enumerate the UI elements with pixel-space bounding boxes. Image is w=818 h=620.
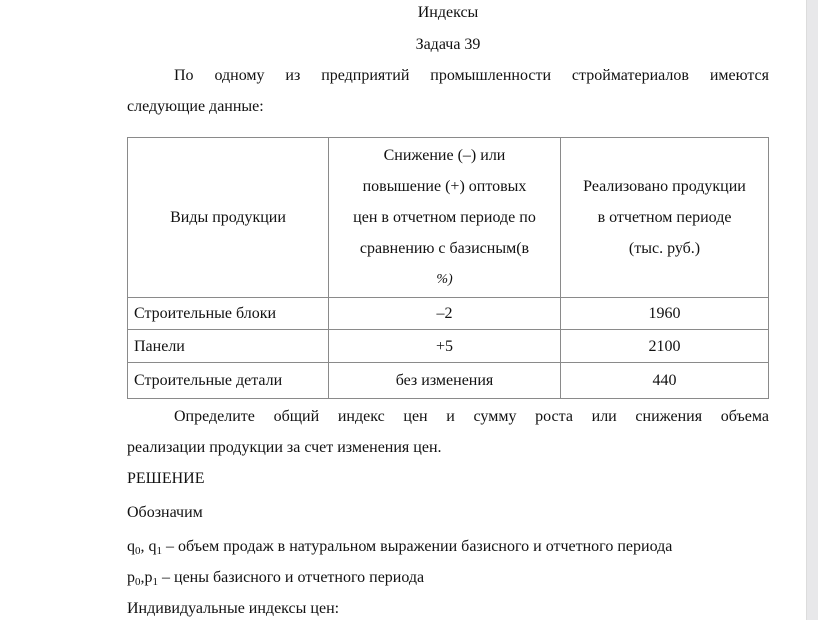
cell-price-change: +5 [329,330,561,363]
scrollbar-track[interactable] [806,0,818,620]
header-line: Реализовано продукции [583,178,746,195]
denote-label: Обозначим [127,504,203,521]
subscript: 0 [135,576,141,588]
cell-product: Строительные блоки [128,298,329,330]
definition-text: – объем продаж в натуральном выражении базисного и отчетного периода [162,538,673,555]
header-line: Снижение (–) или [383,147,506,164]
cell-price-change: –2 [329,298,561,330]
cell-product: Строительные детали [128,363,329,399]
subscript: 1 [152,576,158,588]
solution-heading: РЕШЕНИЕ [127,470,205,487]
var: , q [140,538,157,555]
task-number: Задача 39 [415,36,481,53]
subscript: 0 [135,545,141,557]
header-line: цен в отчетном периоде по [353,209,536,226]
header-line: сравнению с базисным(в [359,240,530,257]
var: p [127,569,135,586]
question-line-1: Определите общий индекс цен и сумму роста или снижения объема [174,408,769,425]
var: q [127,538,135,555]
intro-line-2: следующие данные: [127,98,264,115]
table-row [128,298,769,330]
table-row [128,330,769,363]
cell-product: Панели [128,330,329,363]
question-line-2: реализации продукции за счет изменения цен. [127,439,442,456]
data-table [127,137,769,399]
cell-sales: 2100 [561,330,769,363]
header-line: (тыс. руб.) [628,240,701,257]
header-line: %) [436,272,453,287]
cell-sales: 1960 [561,298,769,330]
cell-price-change: без изменения [329,363,561,399]
header-line: повышение (+) оптовых [362,178,527,195]
subscript: 1 [156,545,162,557]
table-header-row [128,138,769,298]
header-sales [561,138,769,298]
header-line: в отчетном периоде [597,209,732,226]
header-product-type: Виды продукции [128,138,329,298]
intro-line-1: По одному из предприятий промышленности стройматериалов имеются [174,67,769,84]
q-definition [127,537,769,557]
definition-text: – цены базисного и отчетного периода [158,569,425,586]
table-row [128,363,769,399]
heading-title: Индексы [417,4,479,21]
indices-label: Индивидуальные индексы цен: [127,600,340,617]
p-definition [127,568,769,588]
cell-sales: 440 [561,363,769,399]
header-price-change [329,138,561,298]
var: ,p [140,569,153,586]
